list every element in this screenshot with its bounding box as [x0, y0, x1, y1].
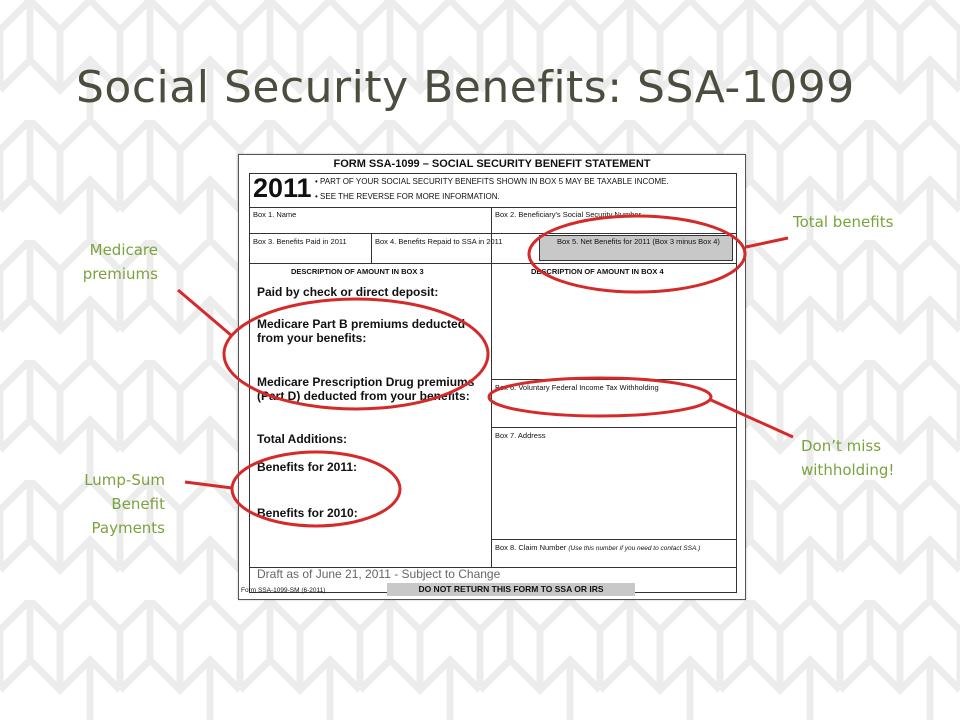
- medicare-b-line1: Medicare Part B premiums deducted: [257, 317, 466, 331]
- medicare-b-line2: from your benefits:: [257, 331, 367, 345]
- callout-lump-line3: Payments: [91, 519, 165, 537]
- callout-lump-line2: Benefit: [111, 495, 165, 513]
- form-divider: [491, 379, 737, 380]
- benefits-2011-label: Benefits for 2011:: [257, 460, 358, 474]
- form-note-1: • PART OF YOUR SOCIAL SECURITY BENEFITS SHOWN IN BOX 5 MAY BE TAXABLE INCOME.: [315, 177, 669, 186]
- form-header: FORM SSA-1099 – SOCIAL SECURITY BENEFIT STATEMENT: [333, 158, 651, 170]
- form-note-2: • SEE THE REVERSE FOR MORE INFORMATION.: [315, 192, 500, 201]
- ssa-1099-form: [238, 154, 746, 600]
- form-divider: [249, 263, 737, 264]
- benefits-2010-label: Benefits for 2010:: [257, 506, 358, 520]
- slide-title: Social Security Benefits: SSA-1099: [76, 62, 855, 113]
- box5-label: Box 5. Net Benefits for 2011 (Box 3 minus Box 4): [557, 237, 720, 246]
- box8-note: (Use this number if you need to contact SSA.): [568, 545, 701, 552]
- desc-box3-header: DESCRIPTION OF AMOUNT IN BOX 3: [291, 267, 424, 276]
- form-divider: [491, 207, 492, 263]
- box7-label: Box 7. Address: [495, 431, 546, 440]
- callout-total-benefits: [793, 210, 893, 234]
- medicare-d-line1: Medicare Prescription Drug premiums: [257, 375, 475, 389]
- form-divider: [491, 263, 492, 567]
- desc-box4-header: DESCRIPTION OF AMOUNT IN BOX 4: [531, 267, 664, 276]
- callout-medicare-line2: premiums: [82, 265, 158, 283]
- box3-label: Box 3. Benefits Paid in 2011: [253, 237, 347, 246]
- form-divider: [491, 427, 737, 428]
- callout-lump-sum: [84, 468, 165, 540]
- callout-medicare-premiums: [83, 238, 158, 286]
- callout-medicare-line1: Medicare: [89, 241, 158, 259]
- form-year: 2011: [253, 173, 312, 203]
- callout-withholding-line2: withholding!: [801, 461, 895, 479]
- box8-title: Box 8. Claim Number: [495, 543, 567, 552]
- do-not-return-text: DO NOT RETURN THIS FORM TO SSA OR IRS: [418, 584, 604, 594]
- callout-lump-line1: Lump-Sum: [84, 471, 165, 489]
- callout-total-benefits-text: Total benefits: [793, 213, 894, 231]
- form-divider: [491, 539, 737, 540]
- draft-notice: Draft as of June 21, 2011 - Subject to Change: [257, 567, 501, 581]
- callout-withholding-line1: Don’t miss: [801, 437, 882, 455]
- paid-by-label: Paid by check or direct deposit:: [257, 285, 439, 299]
- box1-label: Box 1. Name: [253, 210, 297, 219]
- form-id: Form SSA-1099-SM (6-2011): [241, 587, 326, 594]
- box2-label: Box 2. Beneficiary's Social Security Number: [495, 210, 642, 219]
- form-divider: [249, 207, 737, 208]
- form-divider: [249, 233, 737, 234]
- form-divider: [371, 233, 372, 263]
- box4-label: Box 4. Benefits Repaid to SSA in 2011: [375, 237, 503, 246]
- medicare-d-line2: (Part D) deducted from your benefits:: [257, 389, 470, 403]
- total-additions-label: Total Additions:: [257, 432, 347, 446]
- box6-label: Box 6. Voluntary Federal Income Tax Withholding: [495, 383, 659, 392]
- callout-withholding: [801, 434, 894, 482]
- box8-label: [495, 543, 700, 552]
